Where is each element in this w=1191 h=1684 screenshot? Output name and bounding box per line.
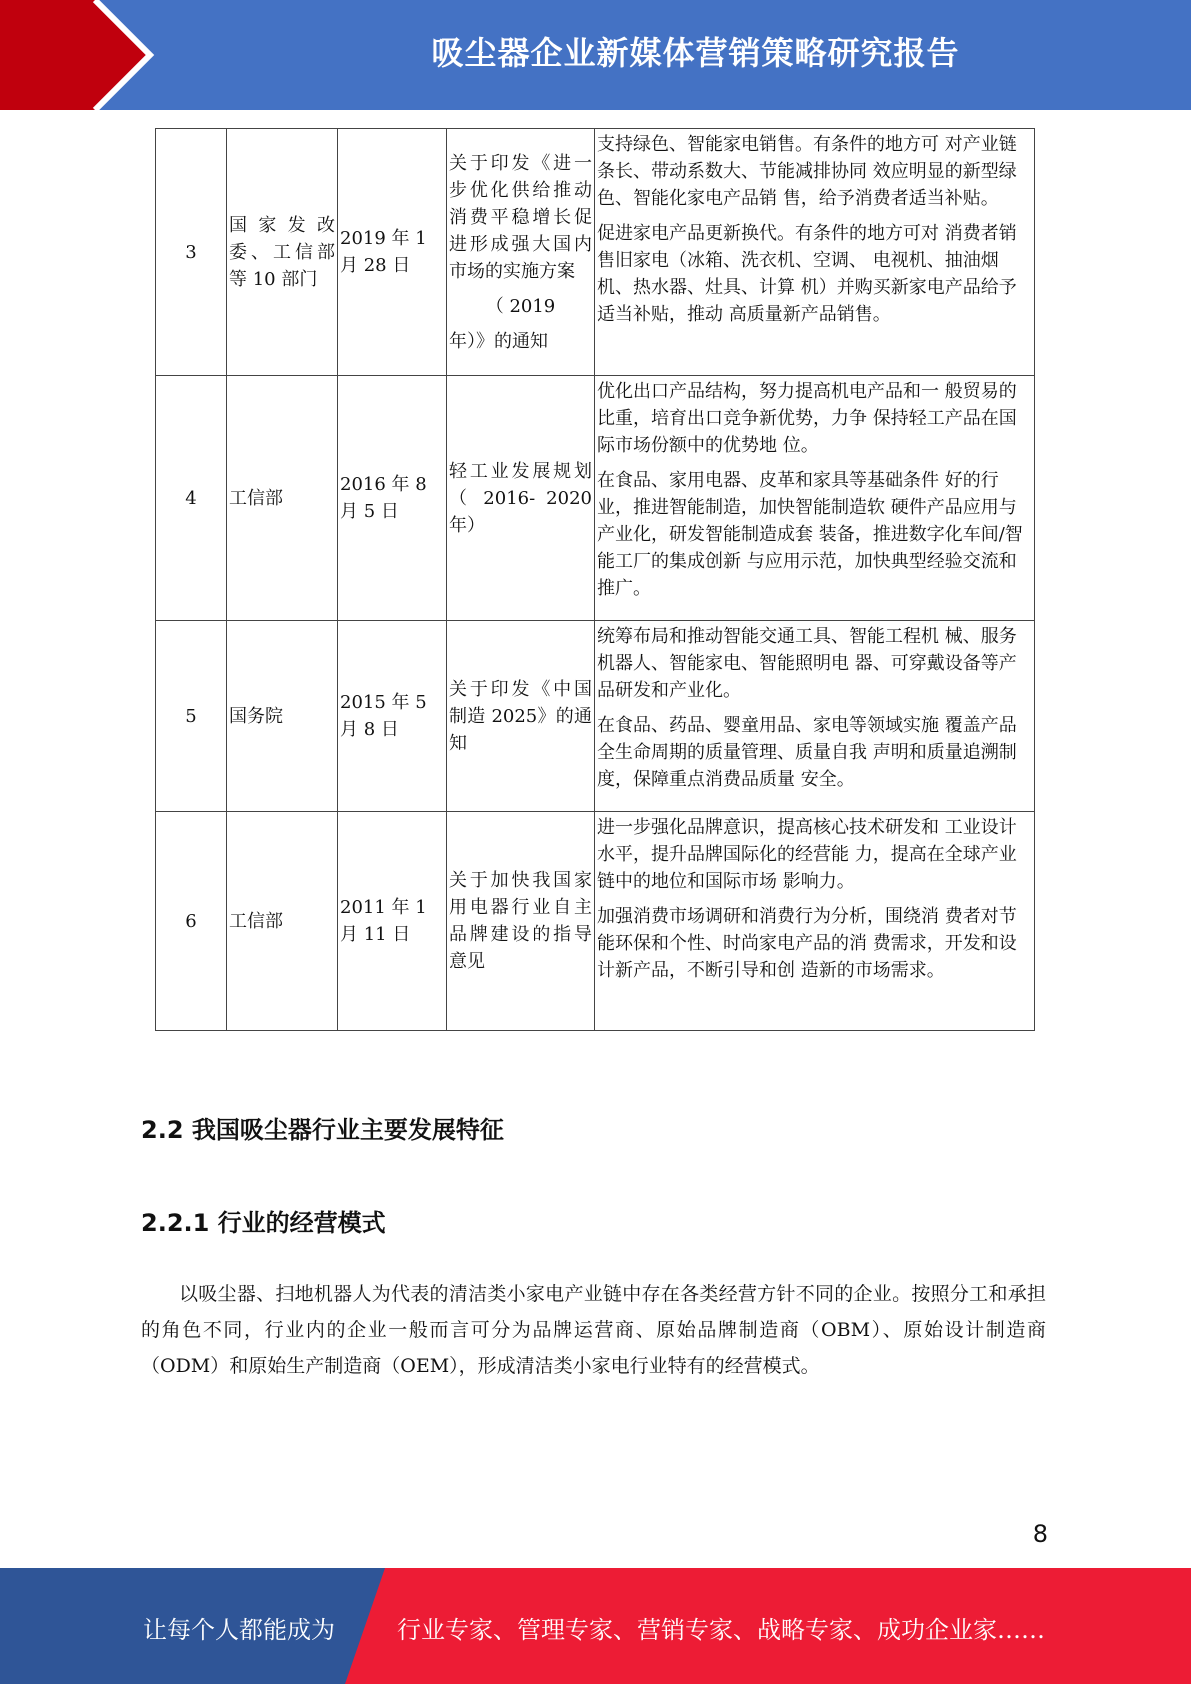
page-header (0, 0, 1191, 110)
row-number: 3 (156, 129, 227, 376)
footer-slogan-left: 让每个人都能成为 (143, 1616, 335, 1644)
content-paragraph: 在食品、家用电器、皮革和家具等基础条件 好的行业，推进智能制造，加快智能制造软 硬件产品应用与产业化，研发智能制造成套 装备，推进数字化车间/智能工厂的集成创新 与应用示范，加快典型经验交流和推广。 (597, 470, 1023, 599)
content-paragraph: 优化出口产品结构，努力提高机电产品和一 般贸易的比重，培育出口竞争新优势，力争 保持轻工产品在国际市场份额中的优势地 位。 (597, 381, 1017, 456)
policy-title-part: 年）》的通知 (449, 330, 548, 352)
report-title: 吸尘器企业新媒体营销策略研究报告 (431, 34, 960, 72)
row-number: 4 (156, 376, 227, 621)
policy-content (595, 376, 1035, 621)
issue-date: 2019 年 1 月 28 日 (338, 129, 447, 376)
content-paragraph: 进一步强化品牌意识，提高核心技术研发和 工业设计水平，提升品牌国际化的经营能 力，提高在全球产业链中的地位和国际市场 影响力。 (597, 817, 1017, 892)
issue-date: 2015 年 5 月 8 日 (338, 621, 447, 812)
department: 工信部 (227, 376, 338, 621)
table-row (156, 621, 1035, 812)
issue-date: 2016 年 8 月 5 日 (338, 376, 447, 621)
policy-title (447, 129, 595, 376)
policy-title-part: 关于印发《中国制造 2025》的通知 (449, 678, 592, 754)
body-paragraph: 以吸尘器、扫地机器人为代表的清洁类小家电产业链中存在各类经营方针不同的企业。按照分工和承担的角色不同，行业内的企业一般而言可分为品牌运营商、原始品牌制造商（OBM）、原始设计制造商（ODM）和原始生产制造商（OEM），形成清洁类小家电行业特有的经营模式。 (141, 1283, 1046, 1377)
row-number: 6 (156, 812, 227, 1031)
content-paragraph: 统筹布局和推动智能交通工具、智能工程机 械、服务机器人、智能家电、智能照明电 器、可穿戴设备等产品研发和产业化。 (597, 626, 1017, 701)
policy-title-part: 轻工业发展规划（ 2016- 2020 年） (449, 460, 592, 536)
table-row (156, 812, 1035, 1031)
department: 工信部 (227, 812, 338, 1031)
policy-title (447, 376, 595, 621)
policy-title-part: 关于加快我国家用电器行业自主品牌建设的指导意见 (449, 870, 592, 972)
content-paragraph: 支持绿色、智能家电销售。有条件的地方可 对产业链条长、带动系数大、节能减排协同 效应明显的新型绿色、智能化家电产品销 售，给予消费者适当补贴。 (597, 134, 1017, 209)
row-number: 5 (156, 621, 227, 812)
content-paragraph: 促进家电产品更新换代。有条件的地方可对 消费者销售旧家电（冰箱、洗衣机、空调、 电视机、抽油烟机、热水器、灶具、计算 机）并购买新家电产品给予适当补贴，推动 高质量新产品销售。 (597, 223, 1017, 325)
content-paragraph: 在食品、药品、婴童用品、家电等领域实施 覆盖产品全生命周期的质量管理、质量自我 声明和质量追溯制度，保障重点消费品质量 安全。 (597, 715, 1017, 790)
page-number: 8 (1032, 1520, 1048, 1548)
policy-content (595, 129, 1035, 376)
issue-date: 2011 年 1 月 11 日 (338, 812, 447, 1031)
footer-slogan-right: 行业专家、管理专家、营销专家、战略专家、成功企业家…… (397, 1616, 1045, 1644)
content-paragraph: 加强消费市场调研和消费行为分析，围绕消 费者对节能环保和个性、时尚家电产品的消 费需求，开发和设计新产品，不断引导和创 造新的市场需求。 (597, 906, 1017, 981)
policy-title (447, 812, 595, 1031)
table-row (156, 129, 1035, 376)
policy-content (595, 812, 1035, 1031)
policy-title-part: 关于印发《进一步优化供给推动消费平稳增长促进形成强大国内市场的实施方案 (449, 152, 592, 282)
policy-table (155, 128, 1035, 1031)
department: 国务院 (227, 621, 338, 812)
policy-content (595, 621, 1035, 812)
table-row (156, 376, 1035, 621)
page-footer (0, 1568, 1191, 1684)
section-heading: 2.2 我国吸尘器行业主要发展特征 (141, 1116, 504, 1144)
department: 国家发改委、工信部等 10 部门 (227, 129, 338, 376)
subsection-heading: 2.2.1 行业的经营模式 (141, 1209, 386, 1237)
policy-title (447, 621, 595, 812)
policy-title-part: （ 2019 (485, 295, 556, 317)
